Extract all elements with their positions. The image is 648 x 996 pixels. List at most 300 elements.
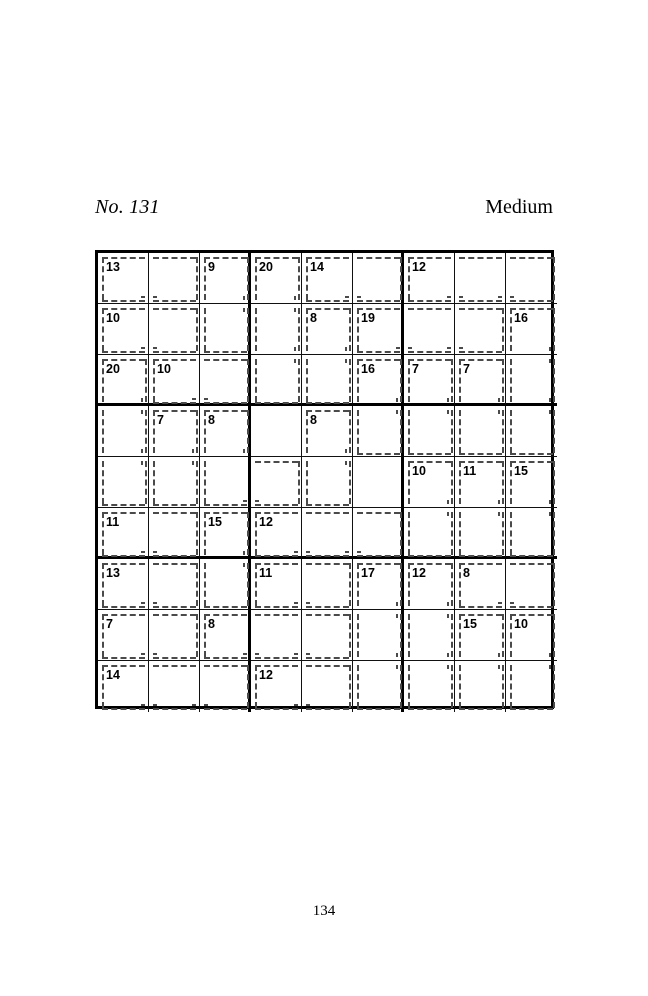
cage-outline-segment xyxy=(553,359,555,402)
cage-outline-segment xyxy=(451,614,453,657)
cage-outline-segment xyxy=(102,563,145,565)
cage-outline-segment xyxy=(459,606,502,608)
cage-outline-corner xyxy=(255,308,257,312)
cage-outline-segment xyxy=(102,665,145,667)
cage-sum-label: 10 xyxy=(106,311,120,325)
cage-sum-label: 12 xyxy=(259,668,273,682)
cage-outline-segment xyxy=(306,359,308,402)
cage-outline-corner xyxy=(459,512,461,516)
cage-outline-segment xyxy=(153,563,196,565)
cage-outline-segment xyxy=(102,563,104,606)
grid-cell[interactable] xyxy=(353,457,404,508)
cage-outline-segment xyxy=(102,512,145,514)
cage-outline-segment xyxy=(408,563,451,565)
cage-outline-segment xyxy=(204,351,247,353)
cage-outline-segment xyxy=(510,606,553,608)
cage-outline-segment xyxy=(451,563,453,606)
cage-sum-label: 10 xyxy=(412,464,426,478)
cage-outline-segment xyxy=(102,359,104,402)
cage-outline-segment xyxy=(451,410,453,453)
cage-outline-segment xyxy=(153,359,196,361)
cage-outline-corner xyxy=(345,449,347,453)
cage-outline-segment xyxy=(553,512,555,555)
cage-outline-segment xyxy=(400,614,402,657)
cage-outline-corner xyxy=(294,347,296,351)
cage-outline-corner xyxy=(141,563,145,565)
cage-outline-segment xyxy=(349,359,351,402)
cage-outline-segment xyxy=(400,359,402,402)
cage-outline-segment xyxy=(357,257,400,259)
cage-outline-corner xyxy=(549,347,551,351)
cage-outline-segment xyxy=(459,300,502,302)
cage-outline-segment xyxy=(502,665,504,708)
cage-outline-segment xyxy=(204,410,206,453)
cage-outline-corner xyxy=(294,296,296,300)
cage-outline-corner xyxy=(459,410,461,414)
cage-outline-corner xyxy=(141,398,143,402)
cage-outline-corner xyxy=(306,347,308,351)
cage-outline-corner xyxy=(459,308,463,310)
cage-outline-segment xyxy=(502,308,504,351)
cage-outline-segment xyxy=(459,410,461,453)
cage-sum-label: 19 xyxy=(361,311,375,325)
cage-outline-segment xyxy=(502,410,504,453)
cage-outline-segment xyxy=(153,708,196,710)
cage-outline-segment xyxy=(459,308,502,310)
cage-outline-segment xyxy=(102,308,145,310)
cage-outline-corner xyxy=(141,614,145,616)
cage-outline-segment xyxy=(102,614,145,616)
cage-outline-segment xyxy=(255,606,298,608)
cage-outline-corner xyxy=(549,665,551,669)
cage-outline-corner xyxy=(510,347,512,351)
cage-outline-segment xyxy=(349,614,351,657)
cage-outline-corner xyxy=(498,500,500,504)
cage-outline-corner xyxy=(243,449,245,453)
cage-outline-segment xyxy=(255,512,298,514)
cage-outline-segment xyxy=(357,359,359,402)
cage-outline-corner xyxy=(141,410,143,414)
cage-outline-corner xyxy=(549,653,551,657)
cage-outline-corner xyxy=(141,257,145,259)
cage-outline-corner xyxy=(153,347,157,349)
cage-outline-segment xyxy=(357,614,359,657)
cage-outline-corner xyxy=(396,410,398,414)
cage-outline-segment xyxy=(408,453,451,455)
cage-outline-corner xyxy=(549,512,551,516)
cage-outline-corner xyxy=(153,665,157,667)
cage-outline-corner xyxy=(141,602,145,604)
cage-sum-label: 10 xyxy=(514,617,528,631)
cage-outline-segment xyxy=(553,614,555,657)
cage-outline-corner xyxy=(153,449,155,453)
cage-outline-corner xyxy=(447,602,449,606)
cage-outline-segment xyxy=(204,512,247,514)
cage-outline-corner xyxy=(306,653,310,655)
cage-outline-segment xyxy=(553,461,555,504)
cage-outline-segment xyxy=(204,606,247,608)
cage-outline-segment xyxy=(459,461,461,504)
cage-outline-segment xyxy=(255,504,298,506)
cage-outline-corner xyxy=(204,551,206,555)
cage-outline-corner xyxy=(396,653,398,657)
cage-outline-corner xyxy=(396,665,398,669)
cage-outline-segment xyxy=(204,461,206,504)
cage-outline-segment xyxy=(255,563,257,606)
cage-outline-corner xyxy=(447,398,449,402)
cage-sum-label: 12 xyxy=(412,566,426,580)
cage-outline-corner xyxy=(153,257,157,259)
cage-outline-corner xyxy=(498,257,502,259)
cage-outline-segment xyxy=(204,563,206,606)
cage-outline-segment xyxy=(306,504,349,506)
cage-outline-corner xyxy=(255,653,259,655)
cage-outline-segment xyxy=(153,308,196,310)
cage-outline-segment xyxy=(102,359,145,361)
cage-outline-segment xyxy=(451,359,453,402)
cage-outline-segment xyxy=(255,257,298,259)
cage-outline-corner xyxy=(294,653,298,655)
cage-outline-corner xyxy=(243,296,245,300)
cage-outline-segment xyxy=(102,512,104,555)
cage-outline-segment xyxy=(196,410,198,453)
cage-outline-corner xyxy=(204,359,208,361)
cage-outline-segment xyxy=(459,351,502,353)
cage-outline-segment xyxy=(349,308,351,351)
cage-sum-label: 7 xyxy=(412,362,419,376)
cage-outline-corner xyxy=(447,614,449,618)
cage-outline-corner xyxy=(459,653,461,657)
cage-outline-corner xyxy=(255,614,259,616)
cage-outline-corner xyxy=(306,602,310,604)
cage-outline-segment xyxy=(510,461,553,463)
cage-outline-segment xyxy=(153,614,196,616)
cage-outline-corner xyxy=(510,665,512,669)
puzzle-header xyxy=(95,196,553,226)
cage-outline-corner xyxy=(447,665,449,669)
cage-outline-corner xyxy=(153,512,157,514)
cage-outline-segment xyxy=(102,351,145,353)
cage-outline-corner xyxy=(459,398,461,402)
cage-outline-segment xyxy=(153,606,196,608)
cage-outline-segment xyxy=(255,257,257,300)
cage-outline-corner xyxy=(243,653,247,655)
cage-outline-segment xyxy=(510,512,512,555)
cage-outline-corner xyxy=(510,563,514,565)
page-number: 134 xyxy=(312,903,336,919)
cage-outline-corner xyxy=(408,398,410,402)
cage-outline-segment xyxy=(400,410,402,453)
cage-outline-corner xyxy=(243,551,245,555)
cage-outline-segment xyxy=(153,402,196,404)
cage-outline-corner xyxy=(408,308,412,310)
cage-outline-segment xyxy=(255,665,298,667)
cage-outline-corner xyxy=(396,308,400,310)
cage-outline-segment xyxy=(451,512,453,555)
cage-outline-segment xyxy=(459,453,502,455)
cage-outline-corner xyxy=(408,347,412,349)
cage-outline-segment xyxy=(306,402,349,404)
cage-sum-label: 11 xyxy=(259,566,273,580)
cage-outline-corner xyxy=(255,347,257,351)
cage-outline-segment xyxy=(247,257,249,300)
cage-outline-segment xyxy=(510,359,512,402)
cage-outline-corner xyxy=(306,665,310,667)
cage-outline-segment xyxy=(255,614,298,616)
cage-outline-segment xyxy=(553,665,555,708)
cage-sum-label: 20 xyxy=(106,362,120,376)
cage-outline-corner xyxy=(357,257,361,259)
cage-outline-segment xyxy=(408,461,410,504)
cage-outline-corner xyxy=(498,410,500,414)
cage-outline-corner xyxy=(396,398,398,402)
cage-outline-corner xyxy=(357,653,359,657)
cage-outline-segment xyxy=(357,351,400,353)
cage-outline-corner xyxy=(396,614,398,618)
cage-outline-segment xyxy=(553,563,555,606)
cage-outline-segment xyxy=(204,614,247,616)
cage-sum-label: 7 xyxy=(463,362,470,376)
cage-outline-segment xyxy=(306,665,349,667)
cage-sum-label: 7 xyxy=(157,413,164,427)
cage-outline-segment xyxy=(459,461,502,463)
cage-outline-segment xyxy=(145,359,147,402)
cage-outline-corner xyxy=(357,512,361,514)
cage-outline-segment xyxy=(255,461,298,463)
cage-outline-corner xyxy=(204,449,206,453)
cage-outline-segment xyxy=(459,563,502,565)
cage-outline-segment xyxy=(357,665,359,708)
cage-outline-segment xyxy=(145,461,147,504)
cage-outline-segment xyxy=(306,606,349,608)
cage-outline-corner xyxy=(357,665,359,669)
cage-outline-segment xyxy=(204,614,206,657)
cage-outline-corner xyxy=(345,257,349,259)
cage-outline-segment xyxy=(102,300,145,302)
cage-sum-label: 15 xyxy=(463,617,477,631)
cage-outline-segment xyxy=(102,308,104,351)
cage-outline-corner xyxy=(408,653,410,657)
cage-outline-segment xyxy=(255,665,257,708)
cage-outline-segment xyxy=(357,453,400,455)
cage-outline-corner xyxy=(153,551,157,553)
cage-outline-corner xyxy=(459,257,463,259)
cage-outline-segment xyxy=(459,359,461,402)
cage-outline-segment xyxy=(196,512,198,555)
cage-outline-corner xyxy=(459,500,461,504)
cage-outline-corner xyxy=(153,563,157,565)
cage-outline-segment xyxy=(349,665,351,708)
cage-outline-segment xyxy=(408,461,451,463)
cage-outline-segment xyxy=(306,308,349,310)
cage-outline-corner xyxy=(141,653,145,655)
cage-outline-segment xyxy=(153,504,196,506)
cage-outline-segment xyxy=(510,665,512,708)
cage-outline-corner xyxy=(345,461,347,465)
cage-outline-segment xyxy=(510,410,512,453)
cage-outline-segment xyxy=(153,410,196,412)
cage-outline-segment xyxy=(510,461,512,504)
cage-outline-segment xyxy=(255,555,298,557)
cage-outline-segment xyxy=(102,555,145,557)
cage-outline-segment xyxy=(408,359,410,402)
cage-outline-segment xyxy=(102,504,145,506)
cage-sum-label: 8 xyxy=(208,617,215,631)
cage-outline-corner xyxy=(204,563,206,567)
cage-outline-segment xyxy=(204,308,206,351)
cage-outline-segment xyxy=(102,606,145,608)
cage-outline-segment xyxy=(255,359,257,402)
cage-outline-corner xyxy=(357,602,359,606)
cage-outline-segment xyxy=(153,665,196,667)
cage-outline-segment xyxy=(306,300,349,302)
cage-outline-segment xyxy=(357,359,400,361)
difficulty-label: Medium xyxy=(485,196,553,218)
cage-outline-segment xyxy=(255,563,298,565)
cage-outline-corner xyxy=(204,296,206,300)
cage-outline-corner xyxy=(153,296,157,298)
cage-outline-segment xyxy=(255,657,298,659)
cage-outline-corner xyxy=(255,296,257,300)
cage-outline-corner xyxy=(408,665,410,669)
cage-outline-segment xyxy=(553,410,555,453)
cage-outline-corner xyxy=(447,308,451,310)
cage-outline-corner xyxy=(141,449,143,453)
cage-outline-segment xyxy=(510,563,553,565)
cage-outline-corner xyxy=(192,461,194,465)
cage-outline-corner xyxy=(396,347,400,349)
cage-outline-segment xyxy=(102,257,104,300)
cage-outline-corner xyxy=(153,461,155,465)
cage-sum-label: 12 xyxy=(412,260,426,274)
cage-outline-segment xyxy=(306,257,349,259)
cage-outline-corner xyxy=(459,347,463,349)
cage-outline-segment xyxy=(298,308,300,351)
cage-outline-corner xyxy=(549,410,551,414)
cage-outline-corner xyxy=(357,398,359,402)
cage-outline-segment xyxy=(400,512,402,555)
cage-outline-corner xyxy=(255,461,259,463)
cage-outline-segment xyxy=(510,300,553,302)
cage-sum-label: 17 xyxy=(361,566,375,580)
cage-outline-segment xyxy=(247,308,249,351)
cage-outline-segment xyxy=(153,512,196,514)
cage-outline-corner xyxy=(408,410,410,414)
cage-outline-segment xyxy=(255,708,298,710)
cage-outline-corner xyxy=(306,551,310,553)
cage-outline-corner xyxy=(153,704,157,706)
cage-outline-corner xyxy=(408,512,410,516)
cage-sum-label: 14 xyxy=(310,260,324,274)
cage-outline-segment xyxy=(510,555,553,557)
cage-outline-segment xyxy=(298,461,300,504)
cage-outline-segment xyxy=(102,461,104,504)
cage-outline-corner xyxy=(345,359,347,363)
cage-sum-label: 16 xyxy=(514,311,528,325)
cage-outline-segment xyxy=(255,512,257,555)
cage-outline-segment xyxy=(247,563,249,606)
cage-outline-corner xyxy=(510,257,514,259)
cage-outline-corner xyxy=(141,296,145,298)
cage-outline-corner xyxy=(345,551,349,553)
cage-outline-segment xyxy=(153,461,155,504)
cage-sum-label: 11 xyxy=(106,515,120,529)
cage-outline-corner xyxy=(306,461,308,465)
cage-outline-segment xyxy=(306,657,349,659)
cage-outline-segment xyxy=(204,257,206,300)
cage-outline-corner xyxy=(204,461,206,465)
cage-outline-segment xyxy=(153,257,196,259)
grid-border xyxy=(95,250,554,709)
cage-outline-corner xyxy=(141,308,145,310)
cage-outline-corner xyxy=(510,410,512,414)
cage-sum-label: 20 xyxy=(259,260,273,274)
cage-outline-segment xyxy=(408,708,451,710)
cage-sum-label: 9 xyxy=(208,260,215,274)
cage-outline-corner xyxy=(141,665,145,667)
cage-outline-segment xyxy=(204,657,247,659)
cage-sum-label: 8 xyxy=(208,413,215,427)
cage-outline-corner xyxy=(141,551,145,553)
cage-outline-corner xyxy=(294,614,298,616)
cage-outline-segment xyxy=(510,614,512,657)
cage-outline-corner xyxy=(294,308,296,312)
cage-outline-corner xyxy=(294,563,298,565)
cage-outline-segment xyxy=(408,351,451,353)
cage-outline-corner xyxy=(357,410,359,414)
cage-outline-corner xyxy=(345,512,349,514)
cage-outline-segment xyxy=(196,257,198,300)
cage-outline-corner xyxy=(102,449,104,453)
cage-outline-segment xyxy=(102,665,104,708)
cage-outline-segment xyxy=(204,257,247,259)
cage-outline-corner xyxy=(345,347,347,351)
cage-outline-segment xyxy=(553,257,555,300)
cage-outline-corner xyxy=(549,359,551,363)
cage-outline-corner xyxy=(306,449,308,453)
cage-outline-corner xyxy=(153,308,157,310)
cage-outline-corner xyxy=(510,500,512,504)
cage-outline-segment xyxy=(247,512,249,555)
cage-outline-segment xyxy=(502,512,504,555)
cage-outline-segment xyxy=(306,563,349,565)
cage-outline-segment xyxy=(357,410,359,453)
cage-outline-segment xyxy=(153,657,196,659)
cage-outline-segment xyxy=(408,257,410,300)
cage-outline-segment xyxy=(357,308,400,310)
cage-outline-corner xyxy=(498,512,500,516)
killer-sudoku-grid[interactable] xyxy=(95,250,554,709)
cage-outline-segment xyxy=(357,300,400,302)
cage-outline-corner xyxy=(357,296,361,298)
cage-sum-label: 8 xyxy=(310,413,317,427)
cage-outline-corner xyxy=(192,359,196,361)
cage-outline-segment xyxy=(510,308,512,351)
cage-outline-corner xyxy=(447,347,451,349)
cage-outline-segment xyxy=(408,614,410,657)
cage-outline-segment xyxy=(153,410,155,453)
cage-outline-segment xyxy=(510,257,553,259)
cage-outline-segment xyxy=(459,563,461,606)
cage-sum-label: 14 xyxy=(106,668,120,682)
cage-outline-corner xyxy=(447,653,449,657)
grid-cell[interactable] xyxy=(251,406,302,457)
cage-outline-segment xyxy=(196,563,198,606)
cage-outline-corner xyxy=(459,296,463,298)
cage-outline-corner xyxy=(243,563,245,567)
cage-outline-segment xyxy=(357,708,400,710)
cage-outline-corner xyxy=(510,359,512,363)
